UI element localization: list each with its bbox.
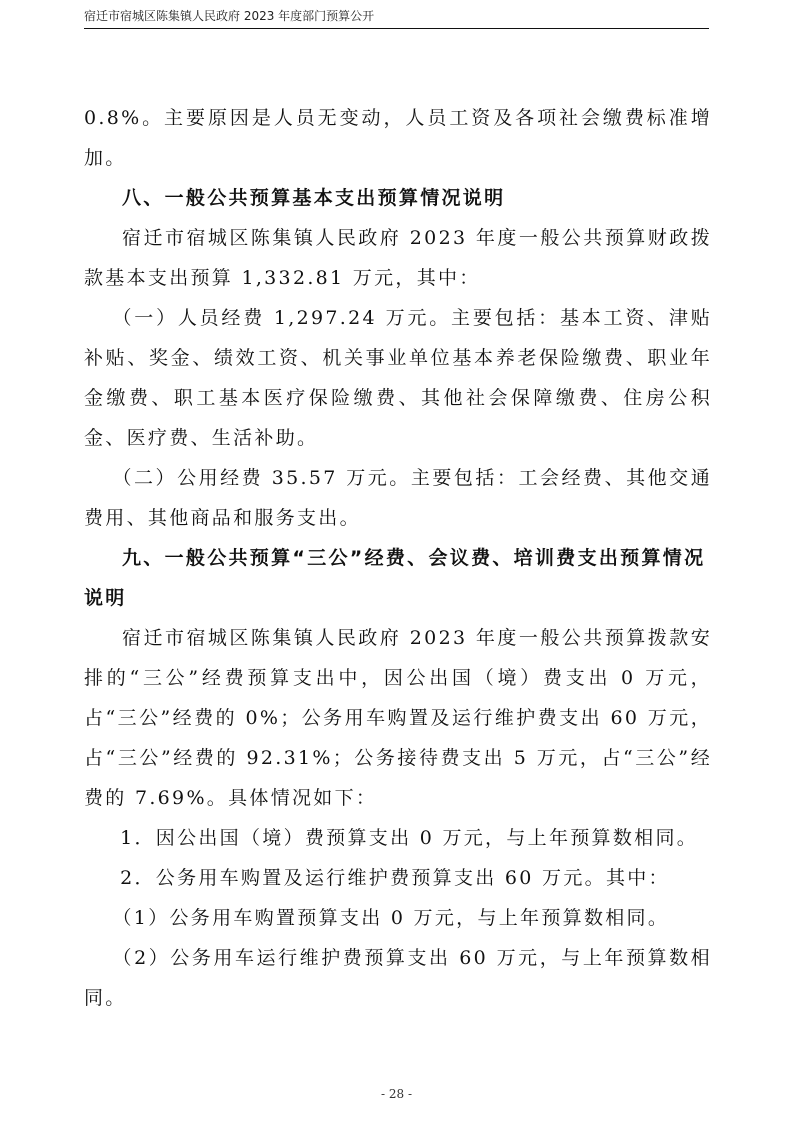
paragraph-basic-expenditure: 宿迁市宿城区陈集镇人民政府 2023 年度一般公共预算财政拨款基本支出预算 1,332.81 万元，其中： bbox=[84, 227, 712, 289]
header-divider bbox=[84, 28, 709, 29]
section-heading-8: 八、一般公共预算基本支出预算情况说明 bbox=[122, 187, 506, 209]
paragraph-three-public-expenses: 宿迁市宿城区陈集镇人民政府 2023 年度一般公共预算拨款安排的“三公”经费预算支出中，因公出国（境）费支出 0 万元，占“三公”经费的 0%；公务用车购置及运行维护费支出 60 万元，占“三公”经费的 92.31%；公务接待费支出 5 万元，占“三公”经费的 7.69%。具体情况如下： bbox=[84, 627, 712, 809]
list-item-overseas-travel: 1．因公出国（境）费预算支出 0 万元，与上年预算数相同。 bbox=[120, 827, 699, 849]
list-item-vehicle-operation: （2）公务用车运行维护费预算支出 60 万元，与上年预算数相同。 bbox=[84, 947, 712, 1009]
page-number: - 28 - bbox=[380, 1087, 412, 1101]
paragraph-personnel-expenses: （一）人员经费 1,297.24 万元。主要包括：基本工资、津贴补贴、奖金、绩效工资、机关事业单位基本养老保险缴费、职业年金缴费、职工基本医疗保险缴费、其他社会保障缴费、住房公积金、医疗费、生活补助。 bbox=[84, 307, 712, 449]
list-item-vehicle-expenses: 2．公务用车购置及运行维护费预算支出 60 万元。其中： bbox=[120, 867, 670, 889]
paragraph-continuation: 0.8%。主要原因是人员无变动，人员工资及各项社会缴费标准增加。 bbox=[84, 107, 712, 169]
list-item-vehicle-purchase: （1）公务用车购置预算支出 0 万元，与上年预算数相同。 bbox=[112, 907, 670, 929]
document-body bbox=[84, 98, 712, 1018]
paragraph-public-expenses: （二）公用经费 35.57 万元。主要包括：工会经费、其他交通费用、其他商品和服务支出。 bbox=[84, 467, 712, 529]
section-heading-9: 九、一般公共预算“三公”经费、会议费、培训费支出预算情况说明 bbox=[84, 547, 706, 609]
document-header: 宿迁市宿城区陈集镇人民政府 2023 年度部门预算公开 bbox=[84, 9, 375, 23]
